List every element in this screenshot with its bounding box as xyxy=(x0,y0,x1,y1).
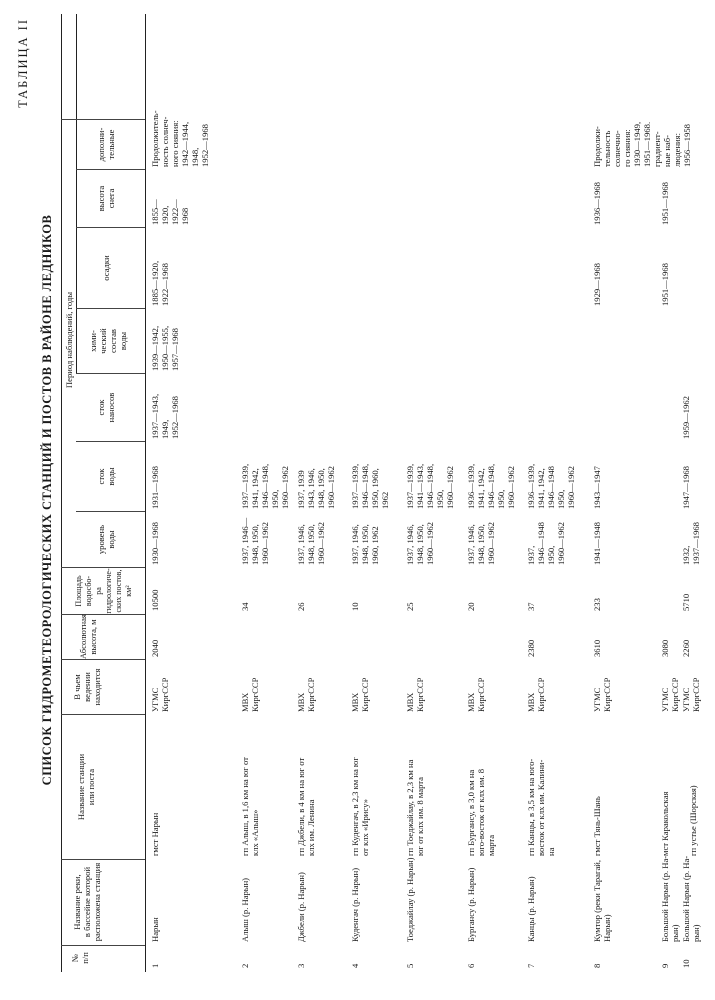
row-1-level: 1930—1968 xyxy=(150,522,160,565)
row-4-station: гп Куденгач, в 2,3 км на юг от клх «Ириcу» xyxy=(350,757,370,856)
row-4-num: 4 xyxy=(350,963,360,968)
header-chem: хими- ческий состав воды xyxy=(88,328,128,354)
row-5-agency: МВХ КиргССР xyxy=(405,677,425,712)
col-divider xyxy=(61,714,145,715)
row-4-area: 10 xyxy=(350,602,360,611)
row-2-level: 1937, 1946— 1948, 1950, 1960—1962 xyxy=(240,517,270,565)
table-title: СПИСОК ГИДРОМЕТЕОРОЛОГИЧЕСКИХ СТАНЦИЙ И ПОСТОВ В РАЙОНЕ ЛЕДНИКОВ xyxy=(40,214,54,786)
row-10-area: 5710 xyxy=(681,593,691,611)
row-4-level: 1937, 1946, 1948, 1950, 1960, 1962 xyxy=(350,524,380,565)
header-num: № п/п xyxy=(70,952,90,964)
row-10-agency: УГМС КиргССР xyxy=(681,677,701,712)
rule-header-bottom xyxy=(145,14,146,972)
header-level: уровень воды xyxy=(96,524,116,555)
row-6-level: 1937, 1946, 1948, 1950, 1960—1962 xyxy=(466,522,496,565)
row-10-sediment: 1959—1962 xyxy=(681,396,691,439)
row-8-altitude: 3610 xyxy=(592,639,602,657)
row-8-agency: УГМС КиргССР xyxy=(592,677,612,712)
row-1-runoff: 1931—1968 xyxy=(150,466,160,509)
row-7-station: гп Канцы, в 3,5 км на юго- восток от клх им. Калини- на xyxy=(526,758,556,856)
row-2-agency: МВХ КиргССР xyxy=(240,677,260,712)
row-1-altitude: 2040 xyxy=(150,639,160,657)
row-2-num: 2 xyxy=(240,963,250,968)
row-9-river: Большой Нарын (р. На- рын) xyxy=(660,855,680,942)
row-6-agency: МВХ КиргССР xyxy=(466,677,486,712)
row-1-extra: Продолжитель- ность солнеч- ного сияния: 1942—1944, 1948, 1952—1968 xyxy=(150,110,210,167)
row-8-runoff: 1943—1947 xyxy=(592,466,602,509)
row-6-area: 20 xyxy=(466,602,476,611)
header-precip: осадки xyxy=(101,255,111,281)
header-snow: высота снега xyxy=(96,185,116,212)
row-8-river: Кумтор (реки Тарагай, Нарын) xyxy=(592,859,612,942)
row-3-num: 3 xyxy=(296,963,306,968)
header-river: Название реки, в бассейне которой расположена станция xyxy=(72,862,102,942)
row-5-station: гп Тоеджайлау, в 2,3 км на юг от клх им. 8 марта xyxy=(405,759,425,856)
row-7-river: Канцы (р. Нарын) xyxy=(526,876,536,942)
row-8-area: 233 xyxy=(592,598,602,611)
row-8-station: гмст Тянь-Шань xyxy=(592,796,602,856)
row-8-level: 1941—1948 xyxy=(592,522,602,565)
row-1-num: 1 xyxy=(150,963,160,968)
header-station: Название станции или поста xyxy=(76,753,96,821)
row-10-runoff: 1947—1968 xyxy=(681,466,691,509)
row-10-altitude: 2260 xyxy=(681,639,691,657)
row-3-runoff: 1937, 1939 1943, 1946, 1948, 1950, 1960—1962 xyxy=(296,466,336,509)
header-agency: В чьем ведении находится xyxy=(72,668,102,706)
row-9-num: 9 xyxy=(660,963,670,968)
row-9-station: мст Каракольская xyxy=(660,791,670,856)
col-divider xyxy=(61,614,145,615)
row-6-runoff: 1936—1939, 1941, 1942, 1946—1948, 1950, 1960—1962 xyxy=(466,463,516,509)
row-6-station: гп Бургансу, в 3,0 км на юго-восток от клх им. 8 марта xyxy=(466,768,496,856)
row-2-station: гп Алыш, в 1,6 км на юг от клх «Алыш» xyxy=(240,757,260,856)
row-2-runoff: 1937—1939, 1941, 1942, 1946—1948, 1950, 1960—1962 xyxy=(240,463,290,509)
row-7-area: 37 xyxy=(526,602,536,611)
header-altitude: Абсолютная высота, м xyxy=(78,614,98,659)
row-10-station: гп устье (Шорская) xyxy=(688,785,698,856)
row-1-station: гмст Нарын xyxy=(150,812,160,856)
row-3-river: Джбели (р. Нарын) xyxy=(296,872,306,942)
row-6-num: 6 xyxy=(466,963,476,968)
row-9-snow: 1951—1968 xyxy=(660,182,670,225)
row-4-river: Куденгач (р. Нарын) xyxy=(350,867,360,942)
row-1-snow: 1855— 1920, 1922— 1968 xyxy=(150,199,190,225)
row-3-area: 26 xyxy=(296,602,306,611)
row-1-agency: УГМС КиргССР xyxy=(150,677,170,712)
row-2-area: 34 xyxy=(240,602,250,611)
row-5-runoff: 1937—1939, 1941—1943, 1946—1948, 1950, 1960—1962 xyxy=(405,463,455,509)
row-7-altitude: 2380 xyxy=(526,639,536,657)
header-extra: дополни- тельные xyxy=(96,127,116,162)
row-5-num: 5 xyxy=(405,963,415,968)
row-1-river: Нарын xyxy=(150,917,160,942)
row-7-runoff: 1936—1939, 1941, 1942, 1946—1948 1950, 1960—1962 xyxy=(526,463,576,509)
row-9-agency: УГМС КиргССР xyxy=(660,677,680,712)
row-5-river: Тоеджайлау (р. Нарын) xyxy=(405,857,415,942)
row-7-num: 7 xyxy=(526,963,536,968)
table-label: ТАБЛИЦА II xyxy=(16,18,30,108)
row-2-river: Алыш (р. Нарын) xyxy=(240,877,250,942)
header-area: Площадь водосбо- ра гидрологиче- ских постов, км² xyxy=(74,568,133,614)
row-10-level: 1932, 1937—1968 xyxy=(681,522,701,565)
header-runoff: сток воды xyxy=(96,467,116,486)
row-1-chem: 1939—1942, 1950—1955, 1957—1968 xyxy=(150,325,180,371)
rule-top xyxy=(61,14,62,972)
rule-group xyxy=(76,14,77,374)
row-5-area: 25 xyxy=(405,602,415,611)
header-sediment: сток наносов xyxy=(96,392,116,423)
row-4-agency: МВХ КиргССР xyxy=(350,677,370,712)
row-9-altitude: 3080 xyxy=(660,639,670,657)
row-9-precip: 1951—1968 xyxy=(660,263,670,306)
row-8-num: 8 xyxy=(592,963,602,968)
row-3-station: гп Джбели, в 4 км на юг от клх им. Ленина xyxy=(296,757,316,856)
row-10-num: 10 xyxy=(681,959,691,968)
row-3-agency: МВХ КиргССР xyxy=(296,677,316,712)
row-1-sediment: 1937—1943, 1949, 1952—1968 xyxy=(150,393,180,439)
row-1-area: 10500 xyxy=(150,589,160,611)
row-7-level: 1937, 1946—1948 1950, 1960—1962 xyxy=(526,522,566,565)
header-period-group: Период наблюдений, годы xyxy=(64,291,74,389)
row-8-extra: Продолжи- тельность солнечно- го сияния: 1930—1949, 1951—1968. градиент- ные наб- людения: 1956—1958 xyxy=(592,121,692,167)
row-4-runoff: 1937—1939, 1946—1948, 1950, 1960, 1962 xyxy=(350,463,390,509)
row-3-level: 1937, 1946, 1948, 1950, 1960—1962 xyxy=(296,522,326,565)
row-10-river: Большой Нарын (р. На- рын) xyxy=(681,855,701,942)
row-8-snow: 1936—1968 xyxy=(592,182,602,225)
row-6-river: Бургансу (р. Нарын) xyxy=(466,867,476,942)
row-8-precip: 1929—1968 xyxy=(592,263,602,306)
row-7-agency: МВХ КиргССР xyxy=(526,677,546,712)
row-5-level: 1937, 1946, 1948, 1950, 1960—1962 xyxy=(405,522,435,565)
row-1-precip: 1885—1920, 1922—1968 xyxy=(150,260,170,306)
